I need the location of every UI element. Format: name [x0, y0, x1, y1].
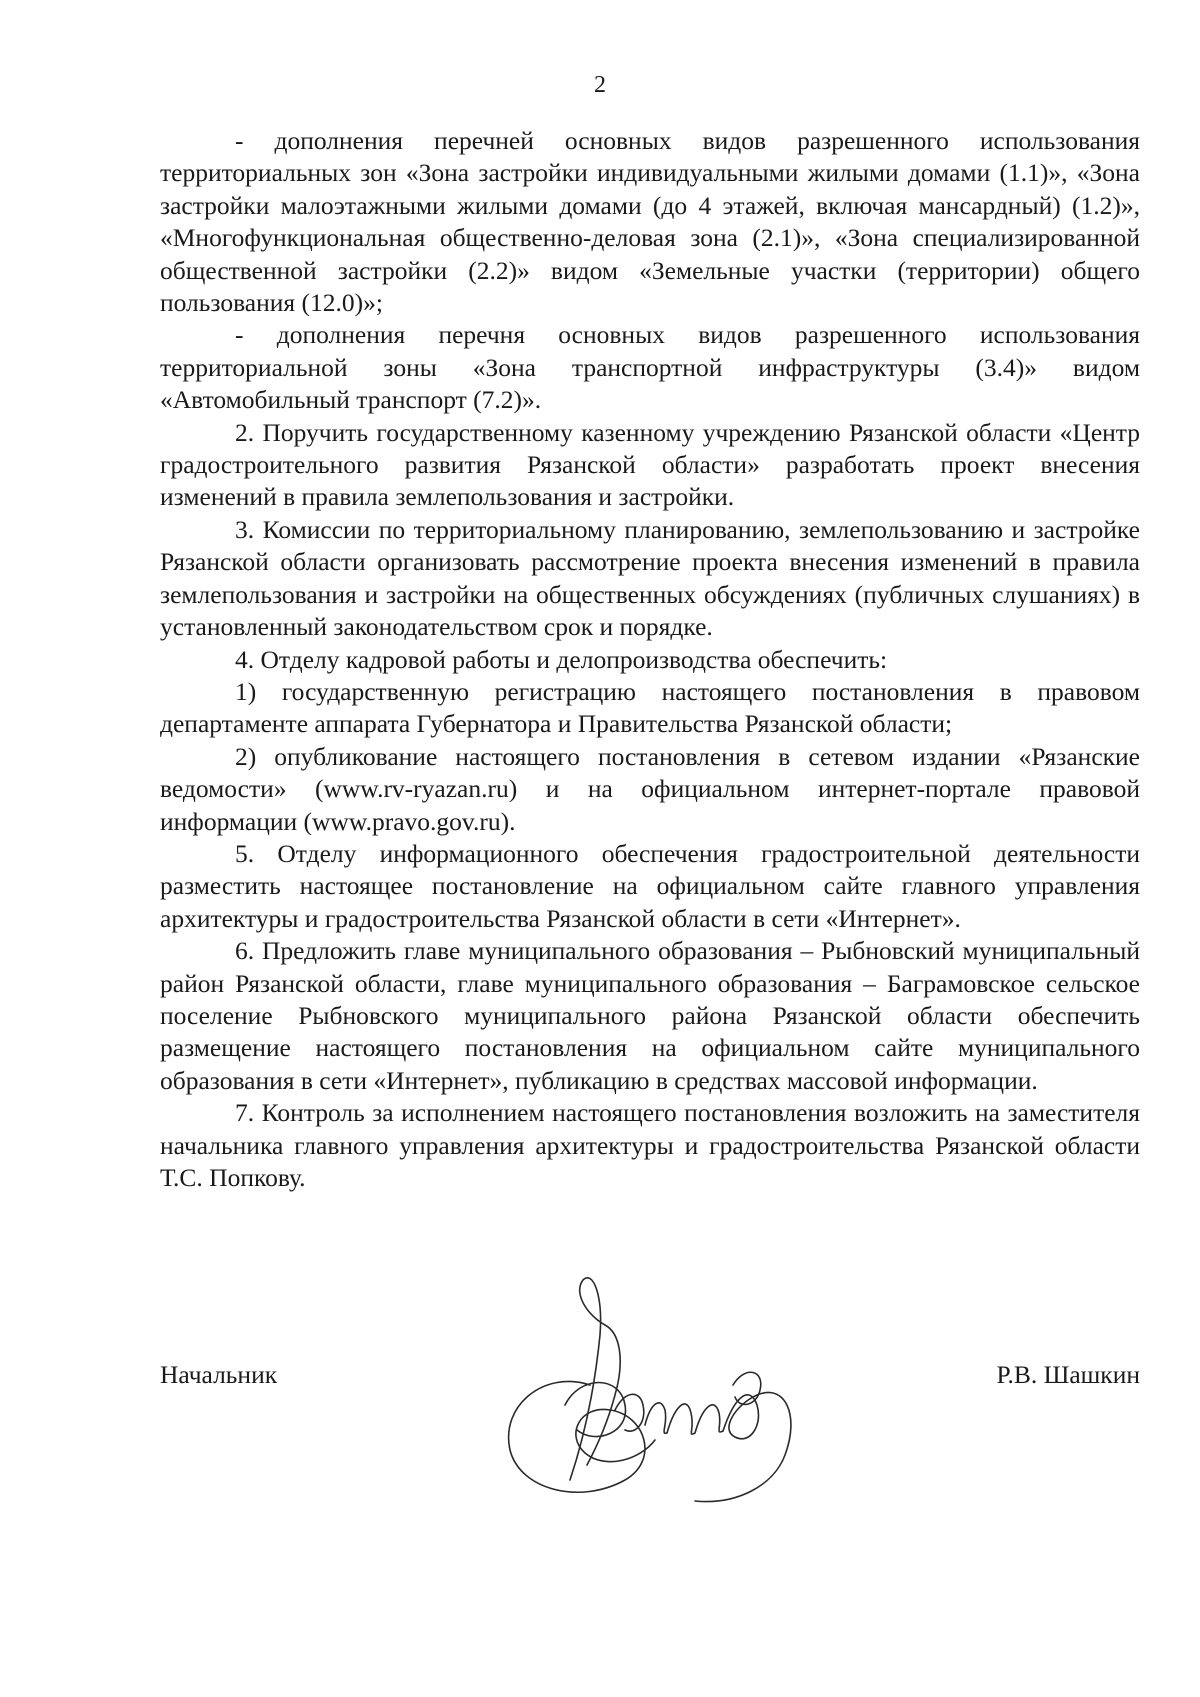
page-number: 2: [594, 72, 606, 98]
paragraph-item-4-2: 2) опубликование настоящего постановления в сетевом издании «Рязанские ведомости» (www.rv-ryazan.ru) и на официальном интернет-портале правовой информации (www.pravo.gov.ru).: [160, 741, 1140, 836]
paragraph-item-4-1: 1) государственную регистрацию настоящего постановления в правовом департаменте аппарата Губернатора и Правительства Рязанской области;: [160, 676, 1140, 739]
signature-stroke: [645, 1403, 723, 1434]
paragraph-amendment-zones: - дополнения перечней основных видов разрешенного использования территориальных зон «Зона застройки индивидуальными жилыми домами (1.1)», «Зона застройки малоэтажными жилыми домами (до 4 этажей, включая мансардный) (1.2)», «Многофункциональная общественно-деловая зона (2.1)», «Зона специализированной общественной застройки (2.2)» видом «Земельные участки (территории) общего пользования (12.0)»;: [160, 126, 1140, 318]
signature-stroke: [695, 1392, 791, 1501]
paragraph-item-3: 3. Комиссии по территориальному планированию, землепользованию и застройке Рязанской области организовать рассмотрение проекта внесения изменений в правила землепользования и застройки на общественных обсуждениях (публичных слушаниях) в установленный законодательством срок и порядке.: [160, 514, 1140, 642]
paragraph-item-2: 2. Поручить государственному казенному учреждению Рязанской области «Центр градостроительного развития Рязанской области» разработать проект внесения изменений в правила землепользования и застройки.: [160, 417, 1140, 512]
signature-stroke: [570, 1278, 620, 1480]
signer-name: Р.В. Шашкин: [996, 1360, 1140, 1389]
paragraph-amendment-transport-zone: - дополнения перечня основных видов разрешенного использования территориальной зоны «Зона транспортной инфраструктуры (3.4)» видом «Автомобильный транспорт (7.2)».: [160, 320, 1140, 415]
handwritten-signature: [495, 1265, 805, 1515]
paragraph-item-4: 4. Отделу кадровой работы и делопроизводства обеспечить:: [235, 644, 888, 674]
signature-stroke: [733, 1372, 761, 1404]
document-body: [160, 125, 1140, 1194]
paragraph-item-5: 5. Отделу информационного обеспечения градостроительной деятельности разместить настоящее постановление на официальном сайте главного управления архитектуры и градостроительства Рязанской области в сети «Интернет».: [160, 838, 1140, 933]
signer-position: Начальник: [160, 1360, 278, 1389]
paragraph-item-6: 6. Предложить главе муниципального образования – Рыбновский муниципальный район Рязанской области, главе муниципального образования – Баграмовское сельское поселение Рыбновского муниципального района Рязанской области обеспечить размещение настоящего постановления на официальном сайте муниципального образования в сети «Интернет», публикацию в средствах массовой информации.: [160, 936, 1140, 1095]
paragraph-item-7: 7. Контроль за исполнением настоящего постановления возложить на заместителя начальника главного управления архитектуры и градостроительства Рязанской области Т.С. Попкову.: [160, 1098, 1140, 1192]
